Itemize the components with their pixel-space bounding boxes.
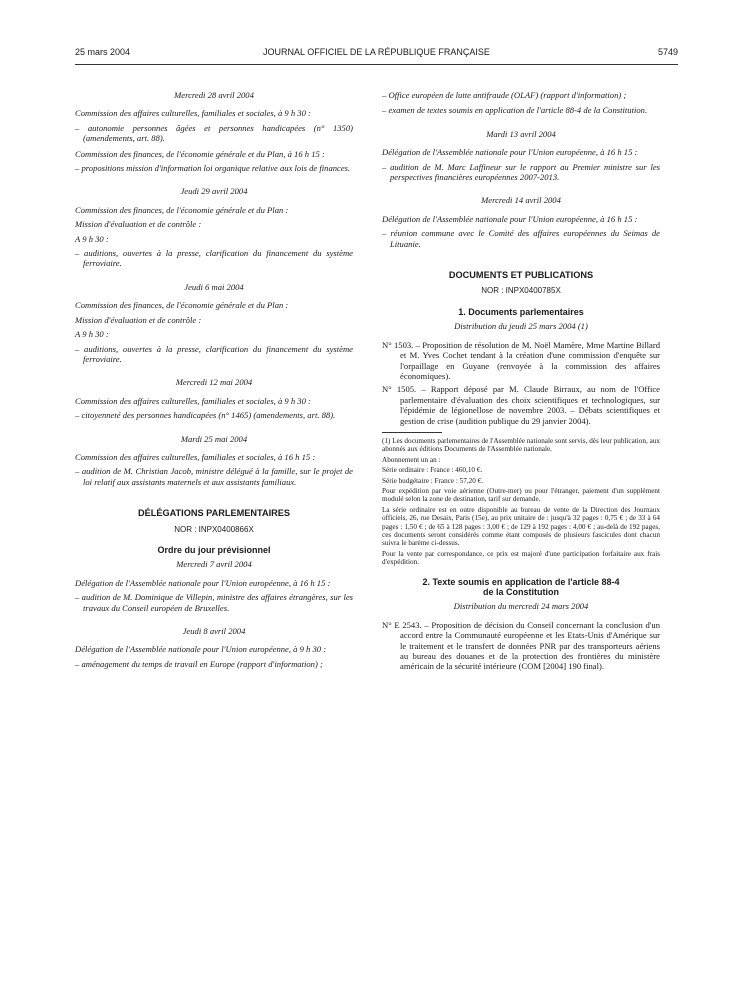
header-rule xyxy=(75,64,678,65)
paragraph: Mission d'évaluation et de contrôle : xyxy=(75,314,202,325)
page-header xyxy=(75,47,678,61)
date-heading: Mardi 25 mai 2004 xyxy=(180,433,248,444)
date-heading: Jeudi 8 avril 2004 xyxy=(182,626,246,636)
footnote: La série ordinaire est en outre disponible au bureau de vente de la Direction des Journaux officiels, 26, rue Desaix, Paris (15e), au prix unitaire de : jusqu'à 32 pages : 0,75 € ; de 33 à 64 pages : 1,50 € ; de 65 à 128 pages : 3,00 € ; de 129 à 192 pages : 4,00 € ; au-delà de 192 pages, ces documents seront considérés comme étant composés de plusieurs fascicules dont chacun suivra le barème ci-dessus. xyxy=(382,505,660,548)
footnote: Série ordinaire : France : 460,10 €. xyxy=(382,466,483,475)
paragraph: Délégation de l'Assemblée nationale pour l'Union européenne, à 16 h 15 : xyxy=(382,147,638,158)
subheading-texte-88-4 xyxy=(382,577,660,598)
agenda-item: – aménagement du temps de travail en Europe (rapport d'information) ; xyxy=(75,658,323,669)
paragraph: Commission des finances, de l'économie générale et du Plan, à 16 h 15 : xyxy=(75,148,325,159)
agenda-item: – audition de M. Marc Laffineur sur le rapport au Premier ministre sur les perspectives financières européennes 2007-2013. xyxy=(382,161,660,183)
left-column xyxy=(75,90,353,674)
agenda-item: – réunion commune avec le Comité des affaires européennes du Seimas de Lituanie. xyxy=(382,228,660,249)
date-heading: Mercredi 28 avril 2004 xyxy=(174,90,254,100)
date-heading: Mercredi 14 avril 2004 xyxy=(481,195,561,206)
subheading-line: de la Constitution xyxy=(483,587,559,598)
header-date: 25 mars 2004 xyxy=(75,47,131,57)
paragraph: Commission des affaires culturelles, familiales et sociales, à 9 h 30 : xyxy=(75,395,311,406)
footnote: Abonnement un an : xyxy=(382,455,441,464)
date-heading: Jeudi 6 mai 2004 xyxy=(184,281,244,292)
paragraph: A 9 h 30 : xyxy=(75,233,109,244)
agenda-item: – auditions, ouvertes à la presse, clarification du financement du système ferroviaire. xyxy=(75,343,353,364)
agenda-item: – auditions, ouvertes à la presse, clarification du financement du système ferroviaire. xyxy=(75,248,353,269)
footnote: (1) Les documents parlementaires de l'Assemblée nationale sont servis, dès leur publication, aux abonnés aux éditions Documents de l'Assemblée nationale. xyxy=(382,436,660,454)
document-entry: N° E 2543. – Proposition de décision du Conseil concernant la conclusion d'un accord entre la Communauté européenne et les Etats-Unis d'Amérique sur le traitement et le transfert de données PNR par des transporteurs aériens au bureau des douanes et de la protection des frontières du ministère américain de la sécurité intérieure (COM [2004] 190 final). xyxy=(382,619,660,672)
agenda-item: – audition de M. Dominique de Villepin, ministre des affaires étrangères, sur les travaux du Conseil européen de Bruxelles. xyxy=(75,592,353,613)
footnote: Pour la vente par correspondance, ce prix est majoré d'une participation forfaitaire aux frais d'expédition. xyxy=(382,549,660,567)
nor-reference: NOR : INPX0400866X xyxy=(174,524,254,534)
paragraph: Commission des affaires culturelles, familiales et sociales, à 16 h 15 : xyxy=(75,451,316,462)
paragraph: A 9 h 30 : xyxy=(75,329,109,340)
paragraph: Délégation de l'Assemblée nationale pour l'Union européenne, à 16 h 15 : xyxy=(382,213,638,224)
agenda-item: – examen de textes soumis en application de l'article 88-4 de la Constitution. xyxy=(382,105,648,116)
paragraph: Délégation de l'Assemblée nationale pour l'Union européenne, à 16 h 15 : xyxy=(75,577,331,588)
section-heading-delegations: DÉLÉGATIONS PARLEMENTAIRES xyxy=(137,508,291,519)
agenda-item: – autonomie personnes âgées et personnes handicapées (n° 1350) (amendements, art. 88). xyxy=(75,122,353,144)
date-heading: Jeudi 29 avril 2004 xyxy=(180,186,248,197)
nor-reference: NOR : INPX0400785X xyxy=(481,286,561,296)
agenda-item: – audition de M. Christian Jacob, ministre délégué à la famille, sur le projet de loi relatif aux assistants maternels et aux assistants familiaux. xyxy=(75,466,353,487)
agenda-item: – Office européen de lutte antifraude (OLAF) (rapport d'information) ; xyxy=(382,90,627,100)
distribution-heading: Distribution du jeudi 25 mars 2004 (1) xyxy=(454,321,588,332)
date-heading: Mardi 13 avril 2004 xyxy=(486,128,556,139)
distribution-heading: Distribution du mercredi 24 mars 2004 xyxy=(453,601,589,612)
paragraph: Commission des affaires culturelles, familiales et sociales, à 9 h 30 : xyxy=(75,108,311,119)
page-number: 5749 xyxy=(657,47,678,57)
document-entry: N° 1503. – Proposition de résolution de M. Noël Mamère, Mme Martine Billard et M. Yves Cochet tendant à la création d'une commission d'enquête sur l'orpaillage en Guyane (renvoyée à la commission des affaires économiques). xyxy=(382,339,660,381)
paragraph: Commission des finances, de l'économie générale et du Plan : xyxy=(75,300,289,311)
section-heading-documents: DOCUMENTS ET PUBLICATIONS xyxy=(448,270,594,281)
document-entry: N° 1505. – Rapport déposé par M. Claude Birraux, au nom de l'Office parlementaire d'évaluation des choix scientifiques et technologiques, sur l'épidémie de légionellose de novembre 2003. – Débats scientifiques et gestion de crise (audition publique du 29 janvier 2004). xyxy=(382,384,660,426)
paragraph: Délégation de l'Assemblée nationale pour l'Union européenne, à 9 h 30 : xyxy=(75,644,327,655)
subheading-line: 2. Texte soumis en application de l'article 88-4 xyxy=(422,576,620,587)
subheading-ordre: Ordre du jour prévisionnel xyxy=(157,544,271,555)
paragraph: Commission des finances, de l'économie générale et du Plan : xyxy=(75,204,289,215)
subheading-documents-parlementaires: 1. Documents parlementaires xyxy=(458,306,584,317)
agenda-item: – propositions mission d'information loi organique relative aux lois de finances. xyxy=(75,163,351,174)
footnote-rule xyxy=(382,432,442,433)
paragraph: Mission d'évaluation et de contrôle : xyxy=(75,219,202,230)
footnote: Pour expédition par voie aérienne (Outre-mer) ou pour l'étranger, paiement d'un supplément modulé selon la zone de destination, tarif sur demande. xyxy=(382,486,660,504)
date-heading: Mercredi 7 avril 2004 xyxy=(176,559,252,570)
agenda-item: – citoyenneté des personnes handicapées (n° 1465) (amendements, art. 88). xyxy=(75,410,336,421)
date-heading: Mercredi 12 mai 2004 xyxy=(175,377,253,388)
journal-title: JOURNAL OFFICIEL DE LA RÉPUBLIQUE FRANÇAISE xyxy=(263,47,490,57)
footnote: Série budgétaire : France : 57,20 €. xyxy=(382,476,483,485)
right-column xyxy=(382,90,660,675)
